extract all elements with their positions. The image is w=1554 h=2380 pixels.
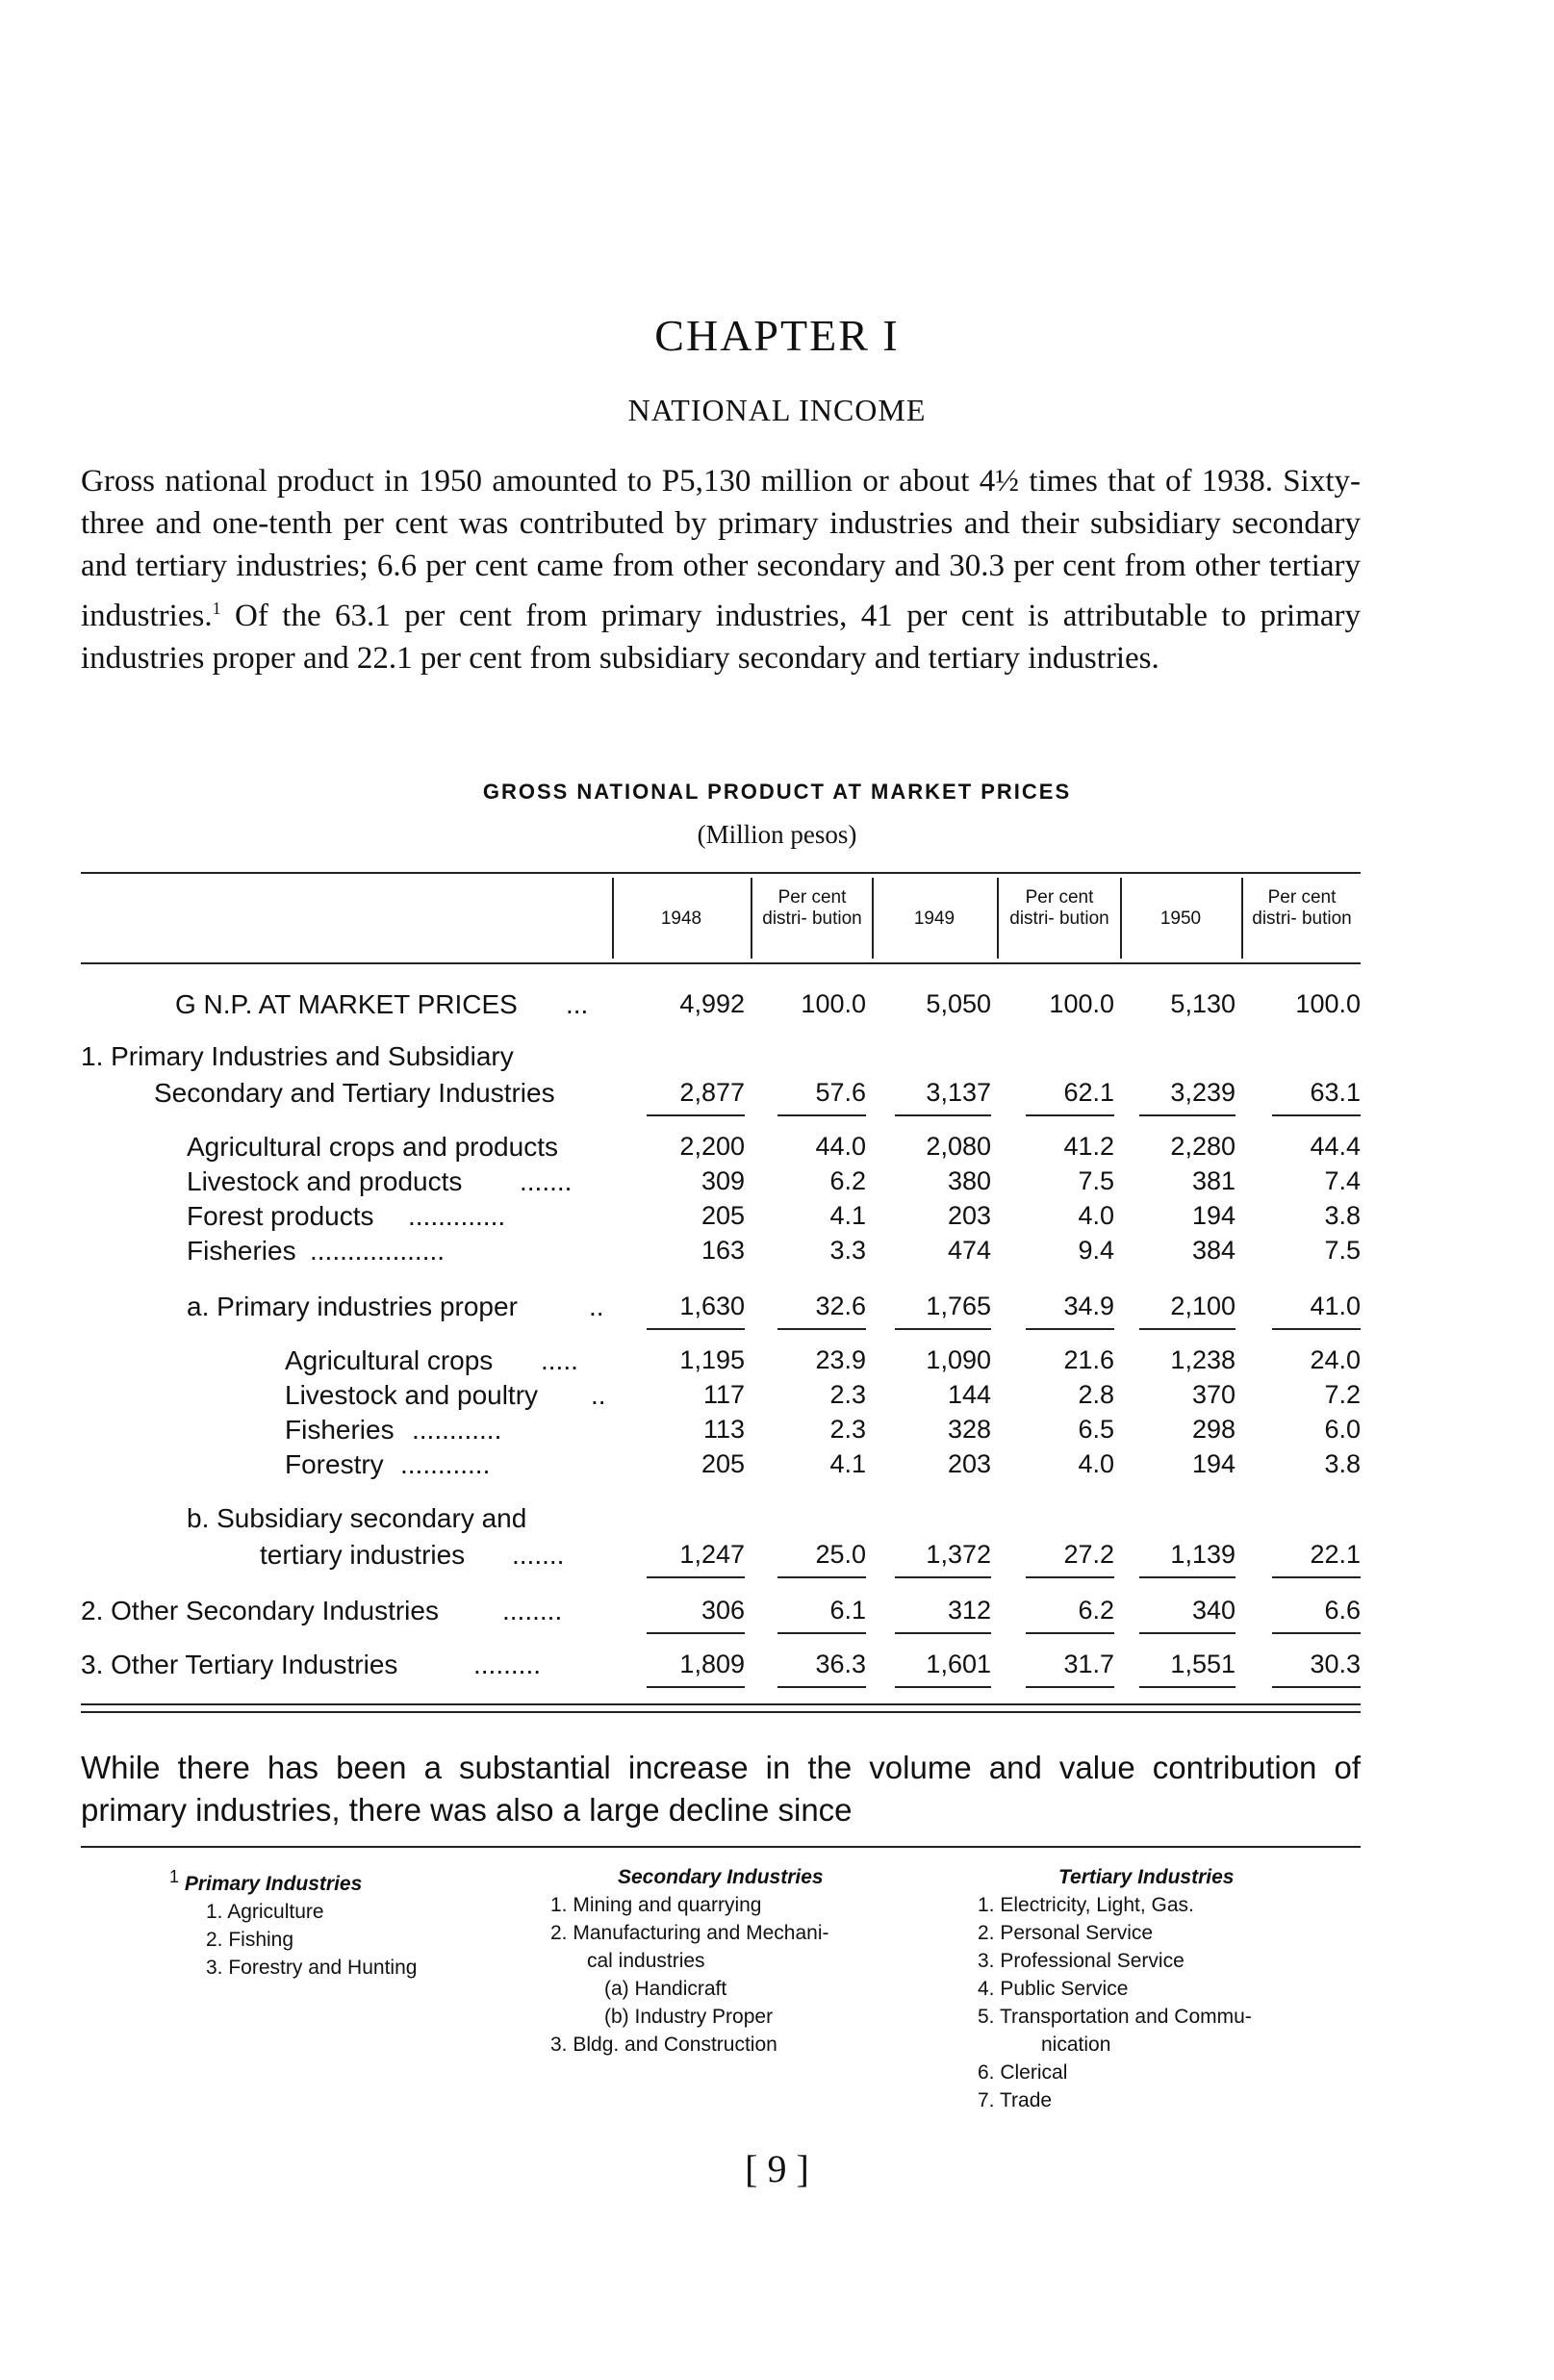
table-cell: 41.2	[1063, 1132, 1114, 1161]
table-bottom-rule	[81, 1703, 1361, 1705]
table-cell: 306	[701, 1596, 745, 1625]
table-cell: 9.4	[1078, 1236, 1114, 1265]
leader-dots: ..	[591, 1380, 606, 1410]
table-cell: 1,809	[679, 1650, 745, 1678]
cell-underline	[895, 1328, 991, 1330]
row-label-primary: 1. Primary Industries and Subsidiary	[81, 1041, 514, 1071]
cell-underline	[1139, 1576, 1236, 1578]
footnote-item: 6. Clerical	[978, 2061, 1068, 2084]
cell-underline	[647, 1114, 745, 1116]
row-label-other-tertiary: 3. Other Tertiary Industries	[81, 1650, 398, 1679]
footnote-marker: 1	[212, 599, 221, 618]
table-cell: 1,630	[679, 1292, 745, 1320]
table-cell: 2,080	[926, 1132, 991, 1161]
cell-underline	[895, 1576, 991, 1578]
table-cell: 205	[701, 1201, 745, 1230]
footnote-item: 2. Manufacturing and Mechani-	[550, 1922, 829, 1944]
table-cell: 31.7	[1063, 1650, 1114, 1678]
table-cell: 384	[1191, 1236, 1236, 1265]
table-cell: 4,992	[679, 989, 745, 1018]
footnote-item: (a) Handicraft	[604, 1978, 727, 2000]
footnote-primary-heading: Primary Industries	[184, 1873, 363, 1895]
table-cell: 3.8	[1324, 1201, 1361, 1230]
table-cell: 32.6	[815, 1292, 866, 1320]
table-cell: 381	[1191, 1166, 1236, 1195]
table-cell: 2,280	[1170, 1132, 1236, 1161]
body-paragraph: While there has been a substantial increase in the volume and value contribution of primary industries, there was also a large decline since	[81, 1750, 1361, 1828]
row-label: Livestock and poultry	[285, 1380, 539, 1410]
footnote-item: 1. Agriculture	[206, 1901, 324, 1923]
cell-underline	[1026, 1576, 1114, 1578]
row-label-subsidiary-2: tertiary industries	[260, 1540, 466, 1570]
table-cell: 6.2	[1078, 1596, 1114, 1625]
table-cell: 2.3	[829, 1380, 866, 1409]
table-cell: 2,200	[679, 1132, 745, 1161]
table-cell: 23.9	[815, 1345, 866, 1374]
cell-underline	[1139, 1632, 1236, 1634]
table-cell: 6.1	[829, 1596, 866, 1625]
table-cell: 474	[947, 1236, 991, 1265]
column-header-pct-1950: Per cent distri- bution	[1252, 887, 1352, 929]
table-cell: 380	[947, 1166, 991, 1195]
footnote-rule	[81, 1846, 1361, 1848]
row-label-subsidiary: b. Subsidiary secondary and	[187, 1503, 527, 1533]
footnote-item: cal industries	[587, 1950, 705, 1972]
table-cell: 1,372	[926, 1540, 991, 1569]
table-cell: 63.1	[1310, 1078, 1361, 1107]
cell-underline	[1272, 1114, 1361, 1116]
table-cell: 2.3	[829, 1415, 866, 1444]
table-cell: 1,238	[1170, 1345, 1236, 1374]
footnote-tertiary	[978, 1863, 1252, 2114]
table-cell: 328	[947, 1415, 991, 1444]
table-cell: 3.3	[829, 1236, 866, 1265]
table-cell: 7.5	[1078, 1166, 1114, 1195]
table-cell: 34.9	[1063, 1292, 1114, 1320]
cell-underline	[777, 1114, 866, 1116]
table-cell: 1,247	[679, 1540, 745, 1569]
table-cell: 44.4	[1310, 1132, 1361, 1161]
column-header-pct-1949: Per cent distri- bution	[1009, 887, 1109, 929]
cell-underline	[647, 1328, 745, 1330]
table-bottom-rule-2	[81, 1711, 1361, 1713]
table-cell: 100.0	[801, 989, 866, 1018]
table-cell: 3,137	[926, 1078, 991, 1107]
table-header-rule	[81, 962, 1361, 964]
table-cell: 6.0	[1324, 1415, 1361, 1444]
row-label-primary-proper: a. Primary industries proper	[187, 1292, 518, 1321]
chapter-title: CHAPTER I	[654, 311, 900, 360]
table-cell: 194	[1191, 1201, 1236, 1230]
table-cell: 163	[701, 1236, 745, 1265]
row-label: Forest products	[187, 1201, 374, 1231]
table-cell: 312	[947, 1596, 991, 1625]
row-label: Agricultural crops and products	[187, 1132, 558, 1162]
table-cell: 3,239	[1170, 1078, 1236, 1107]
table-cell: 5,130	[1170, 989, 1236, 1018]
footnote-secondary	[550, 1863, 829, 2059]
table-cell: 2.8	[1078, 1380, 1114, 1409]
footnote-primary-list	[169, 1898, 417, 1982]
leader-dots: ..................	[310, 1236, 446, 1266]
intro-text-cont: Of the 63.1 per cent from primary industries, 41 per cent is attributable to primary industries proper and 22.1 per cent from subsidiary secondary and tertiary industries.	[81, 599, 1361, 676]
column-divider	[1241, 878, 1243, 959]
cell-underline	[895, 1632, 991, 1634]
cell-underline	[1026, 1632, 1114, 1634]
cell-underline	[895, 1686, 991, 1688]
row-label-primary-2: Secondary and Tertiary Industries	[154, 1078, 555, 1108]
table-cell: 21.6	[1063, 1345, 1114, 1374]
row-label: Forestry	[285, 1449, 384, 1479]
footnote-item: 3. Professional Service	[978, 1950, 1185, 1972]
table-cell: 4.1	[829, 1201, 866, 1230]
column-divider	[1120, 878, 1122, 959]
footnote-primary	[169, 1863, 417, 1982]
table-top-rule	[81, 872, 1361, 874]
leader-dots: ............	[412, 1415, 502, 1445]
table-cell: 203	[947, 1449, 991, 1478]
row-label: Fisheries	[285, 1415, 395, 1445]
cell-underline	[1139, 1114, 1236, 1116]
table-cell: 24.0	[1310, 1345, 1361, 1374]
footnote-item: 2. Personal Service	[978, 1922, 1154, 1944]
leader-dots: ............	[400, 1449, 491, 1479]
column-header-1948: 1948	[660, 908, 702, 929]
table-cell: 1,195	[679, 1345, 745, 1374]
table-cell: 41.0	[1310, 1292, 1361, 1320]
table-cell: 6.6	[1324, 1596, 1361, 1625]
row-label-other-secondary: 2. Other Secondary Industries	[81, 1596, 439, 1625]
table-cell: 2,877	[679, 1078, 745, 1107]
intro-text: Gross national product in 1950 amounted to P5,130 million or about 4½ times that of 1938. Sixty-three and one-tenth per cent was contributed by primary industries and their subsidiary secondary and tertiary industries; 6.6 per cent came from other secondary and 30.3 per cent from other tertiary industries.	[81, 464, 1361, 633]
footnote-marker: 1	[169, 1867, 180, 1886]
cell-underline	[1272, 1576, 1361, 1578]
row-label: Fisheries	[187, 1236, 296, 1266]
column-header-1949: 1949	[913, 908, 955, 929]
table-cell: 4.0	[1078, 1201, 1114, 1230]
cell-underline	[777, 1686, 866, 1688]
leader-dots: .........	[473, 1650, 542, 1679]
cell-underline	[1272, 1328, 1361, 1330]
table-cell: 44.0	[815, 1132, 866, 1161]
table-cell: 7.4	[1324, 1166, 1361, 1195]
footnote-item: 1. Electricity, Light, Gas.	[978, 1894, 1194, 1916]
cell-underline	[1139, 1328, 1236, 1330]
column-divider	[872, 878, 874, 959]
table-cell: 1,139	[1170, 1540, 1236, 1569]
table-cell: 62.1	[1063, 1078, 1114, 1107]
table-cell: 57.6	[815, 1078, 866, 1107]
footnote-item: 5. Transportation and Commu-	[978, 2006, 1252, 2028]
cell-underline	[647, 1576, 745, 1578]
table-cell: 1,551	[1170, 1650, 1236, 1678]
cell-underline	[777, 1328, 866, 1330]
cell-underline	[1272, 1686, 1361, 1688]
leader-dots: .......	[512, 1540, 565, 1570]
table-cell: 22.1	[1310, 1540, 1361, 1569]
table-title: GROSS NATIONAL PRODUCT AT MARKET PRICES	[482, 780, 1072, 804]
leader-dots: ...	[566, 989, 589, 1019]
table-cell: 100.0	[1049, 989, 1114, 1018]
row-label: Livestock and products	[187, 1166, 463, 1196]
table-cell: 7.5	[1324, 1236, 1361, 1265]
column-header-1950: 1950	[1159, 908, 1202, 929]
footnote-item: 3. Bldg. and Construction	[550, 2034, 777, 2056]
footnote-item: 1. Mining and quarrying	[550, 1894, 762, 1916]
table-cell: 6.5	[1078, 1415, 1114, 1444]
table-cell: 5,050	[926, 989, 991, 1018]
table-cell: 144	[947, 1380, 991, 1409]
footnote-item: 3. Forestry and Hunting	[206, 1957, 418, 1979]
table-cell: 1,090	[926, 1345, 991, 1374]
cell-underline	[647, 1632, 745, 1634]
table-cell: 30.3	[1310, 1650, 1361, 1678]
table-cell: 340	[1191, 1596, 1236, 1625]
cell-underline	[1026, 1328, 1114, 1330]
table-cell: 3.8	[1324, 1449, 1361, 1478]
table-cell: 2,100	[1170, 1292, 1236, 1320]
table-cell: 205	[701, 1449, 745, 1478]
table-cell: 7.2	[1324, 1380, 1361, 1409]
table-cell: 298	[1191, 1415, 1236, 1444]
cell-underline	[895, 1114, 991, 1116]
leader-dots: ........	[502, 1596, 563, 1625]
section-title: NATIONAL INCOME	[627, 393, 927, 427]
cell-underline	[1139, 1686, 1236, 1688]
page-number: [ 9 ]	[745, 2147, 809, 2190]
column-divider	[751, 878, 752, 959]
table-cell: 203	[947, 1201, 991, 1230]
table-cell: 4.0	[1078, 1449, 1114, 1478]
row-label: Agricultural crops	[285, 1345, 494, 1375]
footnote-item: 4. Public Service	[978, 1978, 1129, 2000]
column-divider	[997, 878, 999, 959]
cell-underline	[1272, 1632, 1361, 1634]
table-cell: 100.0	[1295, 989, 1361, 1018]
table-cell: 6.2	[829, 1166, 866, 1195]
footnote-item: (b) Industry Proper	[604, 2006, 774, 2028]
cell-underline	[647, 1686, 745, 1688]
intro-paragraph	[81, 460, 1361, 679]
leader-dots: .....	[541, 1345, 578, 1375]
cell-underline	[1026, 1686, 1114, 1688]
footnote-secondary-heading: Secondary Industries	[618, 1866, 824, 1888]
footnote-item: 2. Fishing	[206, 1929, 294, 1951]
table-cell: 1,601	[926, 1650, 991, 1678]
table-cell: 309	[701, 1166, 745, 1195]
row-label-gnp: G N.P. AT MARKET PRICES	[175, 989, 518, 1019]
table-cell: 36.3	[815, 1650, 866, 1678]
table-cell: 117	[702, 1380, 745, 1409]
table-cell: 370	[1191, 1380, 1236, 1409]
footnote-item: nication	[1041, 2034, 1111, 2056]
leader-dots: .......	[520, 1166, 573, 1196]
leader-dots: ..	[589, 1292, 604, 1321]
cell-underline	[777, 1632, 866, 1634]
cell-underline	[777, 1576, 866, 1578]
table-cell: 1,765	[926, 1292, 991, 1320]
table-cell: 194	[1191, 1449, 1236, 1478]
table-unit: (Million pesos)	[697, 820, 857, 849]
cell-underline	[1026, 1114, 1114, 1116]
column-divider	[612, 878, 614, 959]
table-cell: 4.1	[829, 1449, 866, 1478]
table-cell: 27.2	[1063, 1540, 1114, 1569]
footnote-tertiary-heading: Tertiary Industries	[1058, 1866, 1235, 1888]
table-cell: 113	[702, 1415, 745, 1444]
leader-dots: .............	[408, 1201, 506, 1231]
column-header-pct-1948: Per cent distri- bution	[762, 887, 862, 929]
footnote-item: 7. Trade	[978, 2089, 1053, 2111]
table-cell: 25.0	[815, 1540, 866, 1569]
